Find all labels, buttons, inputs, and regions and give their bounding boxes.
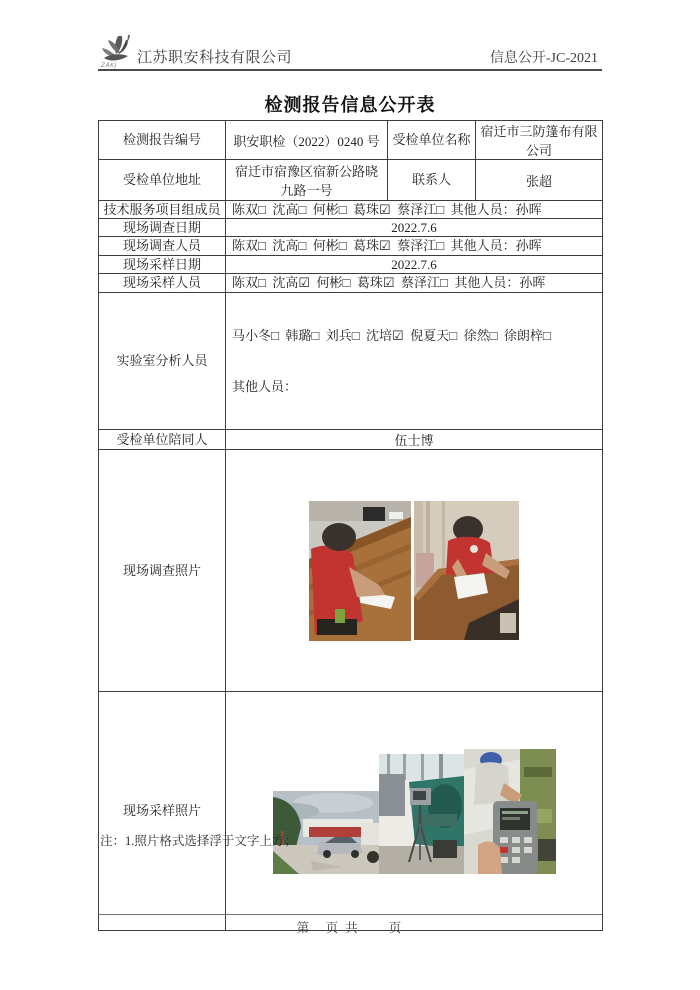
value-unit-name: 宿迁市三防篷布有限公司 xyxy=(476,121,603,160)
label-contact: 联系人 xyxy=(388,160,476,201)
label-survey-photos: 现场调查照片 xyxy=(99,450,226,692)
sample-photo-2 xyxy=(379,754,464,874)
value-unit-addr: 宿迁市宿豫区宿新公路晓九路一号 xyxy=(226,160,388,201)
label-report-no: 检测报告编号 xyxy=(99,121,226,160)
value-sample-staff-checkboxes: 陈双□ 沈高☑ 何彬□ 葛珠☑ 蔡泽江□ 其他人员：孙晖 xyxy=(226,274,603,293)
row-survey-photos xyxy=(99,450,603,692)
logo-caption: ZAKJ xyxy=(101,62,117,69)
label-unit-name: 受检单位名称 xyxy=(388,121,476,160)
label-lab-staff: 实验室分析人员 xyxy=(99,293,226,430)
value-contact: 张超 xyxy=(476,160,603,201)
value-sample-date: 2022.7.6 xyxy=(226,256,603,274)
value-survey-staff-checkboxes: 陈双□ 沈高□ 何彬□ 葛珠☑ 蔡泽江□ 其他人员：孙晖 xyxy=(226,237,603,256)
doc-code: 信息公开-JC-2021 xyxy=(489,51,598,66)
sample-photos-cell xyxy=(226,692,603,931)
label-sample-date: 现场采样日期 xyxy=(99,256,226,274)
label-sample-photos: 现场采样照片 xyxy=(99,692,226,931)
label-unit-addr: 受检单位地址 xyxy=(99,160,226,201)
row-unit-addr xyxy=(99,160,603,201)
footer-page-number: 第 页 共 页 xyxy=(296,921,404,935)
footer-rule xyxy=(98,914,602,915)
lab-staff-line1: 马小冬□ 韩璐□ 刘兵□ 沈培☑ 倪夏天□ 徐然□ 徐朗梓□ xyxy=(232,328,551,343)
label-survey-date: 现场调查日期 xyxy=(99,219,226,237)
row-sample-staff xyxy=(99,274,603,293)
value-survey-date: 2022.7.6 xyxy=(226,219,603,237)
footnote: 注：1.照片格式选择浮于文字上方； xyxy=(100,834,297,848)
label-escort: 受检单位陪同人 xyxy=(99,430,226,450)
value-report-no: 职安职检（2022）0240 号 xyxy=(226,121,388,160)
sample-photo-3 xyxy=(464,749,556,874)
row-escort xyxy=(99,430,603,450)
value-lab-staff xyxy=(226,293,603,430)
lab-staff-line2: 其他人员： xyxy=(232,379,298,394)
row-survey-date xyxy=(99,219,603,237)
row-sample-date xyxy=(99,256,603,274)
survey-photo-2 xyxy=(414,501,519,640)
label-survey-staff: 现场调查人员 xyxy=(99,237,226,256)
value-team-checkboxes: 陈双□ 沈高□ 何彬□ 葛珠☑ 蔡泽江□ 其他人员：孙晖 xyxy=(226,201,603,219)
company-name: 江苏职安科技有限公司 xyxy=(137,50,293,66)
page-title: 检测报告信息公开表 xyxy=(264,95,436,115)
row-sample-photos xyxy=(99,692,603,931)
row-lab-staff xyxy=(99,293,603,430)
row-survey-staff xyxy=(99,237,603,256)
row-team xyxy=(99,201,603,219)
value-escort: 伍士博 xyxy=(226,430,603,450)
survey-photos-cell xyxy=(226,450,603,692)
label-sample-staff: 现场采样人员 xyxy=(99,274,226,293)
survey-photo-1 xyxy=(309,501,411,641)
label-team: 技术服务项目组成员 xyxy=(99,201,226,219)
report-table xyxy=(98,120,603,931)
header-rule xyxy=(98,69,602,71)
row-report-no xyxy=(99,121,603,160)
